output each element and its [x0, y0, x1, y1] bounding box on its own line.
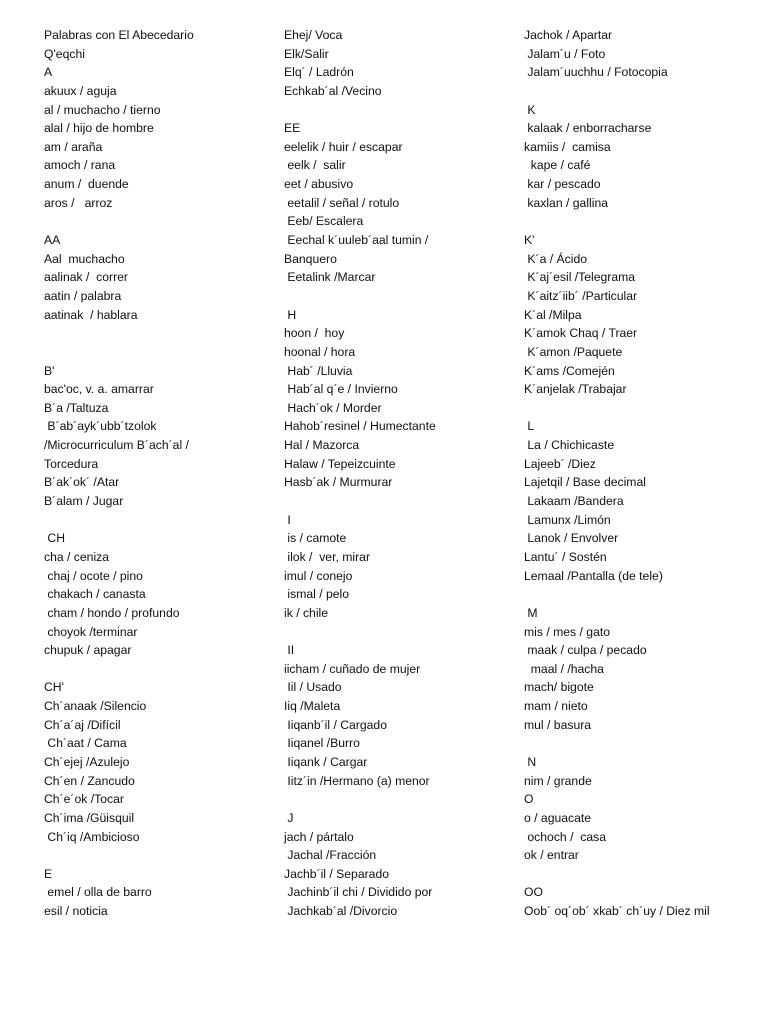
text-line: B´ak´ok´ /Atar [44, 475, 120, 490]
text-line: Banquero [284, 251, 337, 266]
blank-line [524, 399, 764, 418]
text-line: iicham / cuñado de mujer [284, 661, 421, 676]
text-line: esil / noticia [44, 904, 108, 919]
text-line: Jalam´u / Foto [524, 46, 606, 61]
column-1 [44, 26, 272, 921]
text-line: akuux / aguja [44, 83, 117, 98]
text-line: Lajetqil / Base decimal [524, 475, 646, 490]
text-line: chakach / canasta [44, 587, 146, 602]
text-line: K´aitz´iib´ /Particular [524, 288, 638, 303]
text-line: L [524, 419, 535, 434]
blank-line [284, 623, 508, 642]
text-line: II [284, 643, 295, 658]
text-line: Torcedura [44, 456, 99, 471]
text-line: Jachb´il / Separado [284, 866, 390, 881]
text-line: Lantu´ / Sostén [524, 549, 607, 564]
blank-line [284, 492, 508, 511]
text-line: Hal / Mazorca [284, 438, 360, 453]
text-line: Hach´ok / Morder [284, 400, 382, 415]
text-line: Ch´anaak /Silencio [44, 699, 147, 714]
blank-line [284, 101, 508, 120]
text-line: ilok / ver, mirar [284, 549, 371, 564]
text-line: K´aj´esil /Telegrama [524, 270, 636, 285]
text-line: K´a / Ácido [524, 251, 587, 266]
text-line: Iiqanb´il / Cargado [284, 717, 387, 732]
text-line: choyok /terminar [44, 624, 138, 639]
text-line: CH' [44, 680, 64, 695]
text-line: La / Chichicaste [524, 438, 615, 453]
text-line: Ch´aat / Cama [44, 736, 127, 751]
text-line: Oob´ oq´ob´ xkab´ ch´uy / Diez mil [524, 904, 710, 919]
text-line: eelelik / huir / escapar [284, 139, 403, 154]
text-line: alal / hijo de hombre [44, 121, 154, 136]
text-line: chaj / ocote / pino [44, 568, 143, 583]
text-line: K' [524, 233, 535, 248]
blank-line [44, 660, 272, 679]
text-line: Ch´e´ok /Tocar [44, 792, 124, 807]
text-line: B´ab´ayk´ubb´tzolok [44, 419, 157, 434]
text-line: Palabras con El Abecedario [44, 28, 194, 42]
text-line: Lemaal /Pantalla (de tele) [524, 568, 663, 583]
blank-line [284, 790, 508, 809]
text-line: Ch´a´aj /Difícil [44, 717, 121, 732]
blank-line [284, 287, 508, 306]
text-line: hoonal / hora [284, 344, 356, 359]
blank-line [44, 324, 272, 343]
text-line: Jachinb´il chi / Dividido por [284, 885, 433, 900]
text-line: amoch / rana [44, 158, 116, 173]
text-line: imul / conejo [284, 568, 353, 583]
text-line: B´a /Taltuza [44, 400, 109, 415]
text-line: Iiqank / Cargar [284, 754, 368, 769]
text-line: Iiqanel /Burro [284, 736, 360, 751]
blank-line [44, 846, 272, 865]
text-line: Ehej/ Voca [284, 28, 343, 42]
text-line: O [524, 792, 534, 807]
text-line: eelk / salir [284, 158, 346, 173]
text-line: N [524, 754, 537, 769]
text-line: A [44, 65, 53, 80]
text-line: K´amok Chaq / Traer [524, 326, 638, 341]
blank-line [44, 511, 272, 530]
text-line: Jachok / Apartar [524, 28, 613, 42]
text-line: ismal / pelo [284, 587, 350, 602]
text-line: nim / grande [524, 773, 592, 788]
text-line: kalaak / enborracharse [524, 121, 652, 136]
text-line: K´ams /Comején [524, 363, 615, 378]
text-line: Elk/Salir [284, 46, 329, 61]
text-line: Eetalink /Marcar [284, 270, 376, 285]
blank-line [524, 865, 764, 884]
text-line: Lamunx /Limón [524, 512, 611, 527]
text-line: Jachal /Fracción [284, 848, 377, 863]
text-line: maal / /hacha [524, 661, 604, 676]
text-line: Q'eqchi [44, 46, 85, 61]
text-line: I [284, 512, 291, 527]
text-line: Halaw / Tepeizcuinte [284, 456, 396, 471]
text-line: /Microcurriculum B´ach´al / [44, 438, 189, 453]
text-line: am / araña [44, 139, 103, 154]
text-line: mam / nieto [524, 699, 588, 714]
blank-line [524, 734, 764, 753]
text-line: Iil / Usado [284, 680, 342, 695]
text-line: Jachkab´al /Divorcio [284, 904, 398, 919]
text-line: anum / duende [44, 177, 129, 192]
text-line: Echkab´al /Vecino [284, 83, 382, 98]
text-line: Lajeeb´ /Diez [524, 456, 596, 471]
blank-line [524, 585, 764, 604]
text-line: bac'oc, v. a. amarrar [44, 382, 154, 397]
text-line: EE [284, 121, 301, 136]
text-line: kar / pescado [524, 177, 601, 192]
text-line: Hasb´ak / Murmurar [284, 475, 393, 490]
text-line: kaxlan / gallina [524, 195, 609, 210]
text-line: chupuk / apagar [44, 643, 132, 658]
text-line: aatinak / hablara [44, 307, 138, 322]
text-line: Eechal k´uuleb´aal tumin / [284, 233, 429, 248]
text-line: B' [44, 363, 55, 378]
text-line: mach/ bigote [524, 680, 594, 695]
text-line: Eeb/ Escalera [284, 214, 364, 229]
text-line: J [284, 810, 294, 825]
text-line: Hab´ /Lluvia [284, 363, 353, 378]
text-line: eetalil / señal / rotulo [284, 195, 400, 210]
text-line: mis / mes / gato [524, 624, 611, 639]
text-line: Iitz´in /Hermano (a) menor [284, 773, 430, 788]
text-line: Hab´al q´e / Invierno [284, 382, 398, 397]
text-line: Iiq /Maleta [284, 699, 341, 714]
text-line: K [524, 102, 536, 117]
text-line: aros / arroz [44, 195, 113, 210]
text-line: kamiis / camisa [524, 139, 611, 154]
text-line: Ch´ima /Güisquil [44, 810, 135, 825]
text-line: ik / chile [284, 605, 329, 620]
column-3 [524, 26, 764, 921]
blank-line [524, 82, 764, 101]
text-line: hoon / hoy [284, 326, 345, 341]
text-line: Ch´ejej /Azulejo [44, 754, 130, 769]
text-line: cha / ceniza [44, 549, 110, 564]
text-line: emel / olla de barro [44, 885, 152, 900]
text-line: ok / entrar [524, 848, 579, 863]
text-line: Elq´ / Ladrón [284, 65, 354, 80]
text-line: OO [524, 885, 543, 900]
text-line: eet / abusivo [284, 177, 354, 192]
text-line: CH [44, 531, 65, 546]
text-line: K´al /Milpa [524, 307, 582, 322]
text-line: Jalam´uuchhu / Fotocopia [524, 65, 668, 80]
column-2 [284, 26, 508, 921]
text-line: mul / basura [524, 717, 592, 732]
text-line: AA [44, 233, 61, 248]
text-line: M [524, 605, 538, 620]
text-line: K´anjelak /Trabajar [524, 382, 627, 397]
text-line: kape / café [524, 158, 591, 173]
text-line: Hahob´resinel / Humectante [284, 419, 436, 434]
text-line: o / aguacate [524, 810, 592, 825]
text-line: Ch´iq /Ambicioso [44, 829, 140, 844]
text-line: Aal muchacho [44, 251, 125, 266]
text-line: is / camote [284, 531, 347, 546]
text-line: jach / pártalo [284, 829, 354, 844]
text-line: cham / hondo / profundo [44, 605, 180, 620]
text-line: K´amon /Paquete [524, 344, 623, 359]
text-line: Lakaam /Bandera [524, 494, 624, 509]
text-line: Lanok / Envolver [524, 531, 619, 546]
text-line: H [284, 307, 297, 322]
text-line: aalinak / correr [44, 270, 128, 285]
text-line: E [44, 866, 53, 881]
blank-line [524, 212, 764, 231]
text-line: aatin / palabra [44, 288, 122, 303]
text-line: maak / culpa / pecado [524, 643, 647, 658]
text-line: ochoch / casa [524, 829, 606, 844]
blank-line [44, 343, 272, 362]
text-line: B´alam / Jugar [44, 494, 124, 509]
text-line: al / muchacho / tierno [44, 102, 161, 117]
text-line: Ch´en / Zancudo [44, 773, 135, 788]
blank-line [44, 212, 272, 231]
